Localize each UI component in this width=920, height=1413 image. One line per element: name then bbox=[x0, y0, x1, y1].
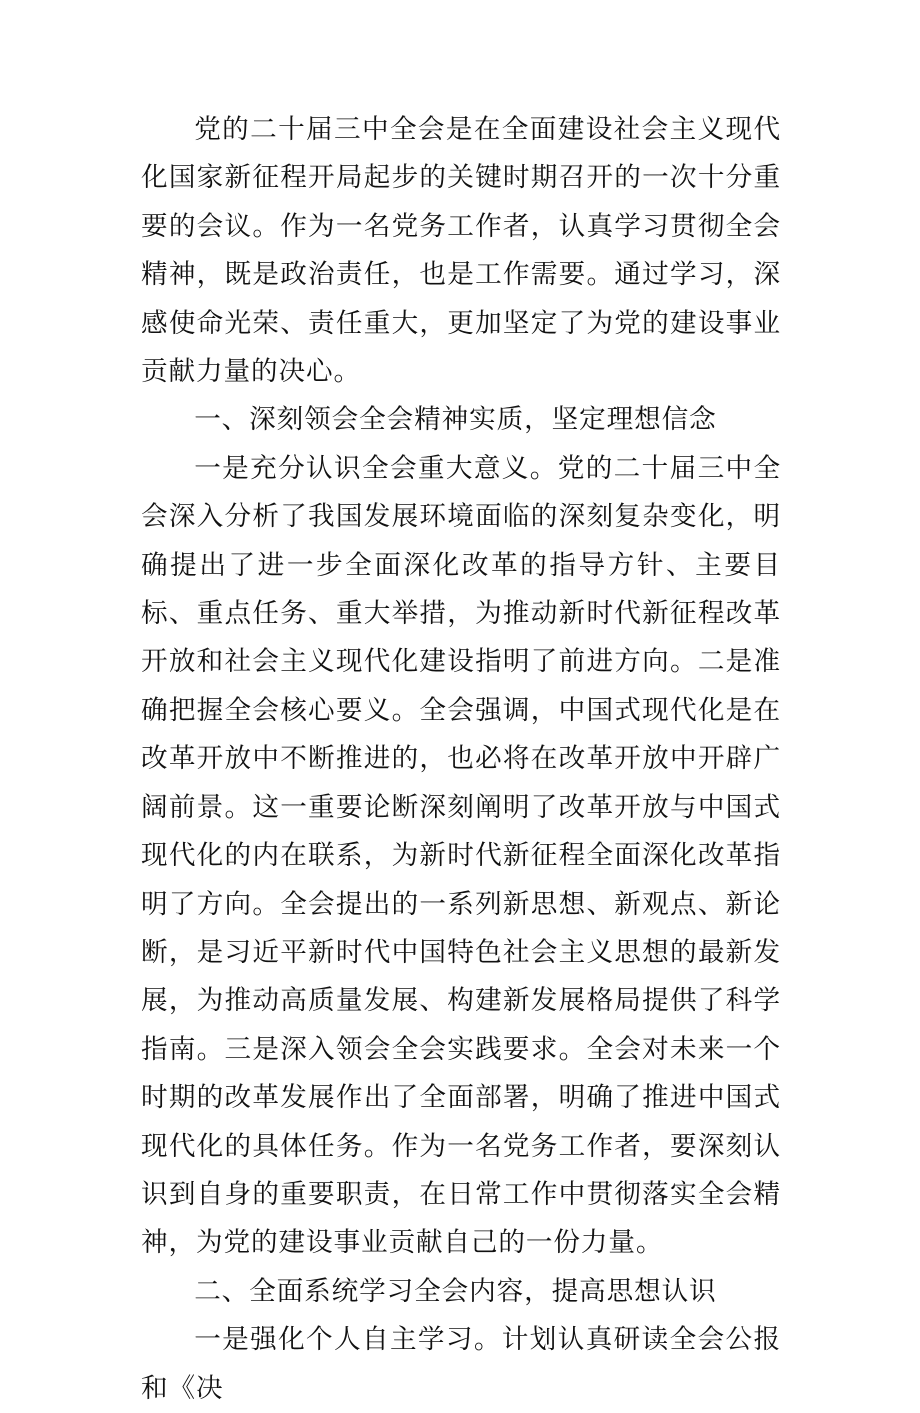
section-2-paragraph: 一是强化个人自主学习。计划认真研读全会公报和《决 bbox=[141, 1324, 781, 1404]
section-heading-1: 一、深刻领会全会精神实质，坚定理想信念 bbox=[194, 404, 717, 436]
document-body bbox=[141, 106, 781, 1413]
intro-paragraph: 党的二十届三中全会是在全面建设社会主义现代化国家新征程开局起步的关键时期召开的一次十分重要的会议。作为一名党务工作者，认真学习贯彻全会精神，既是政治责任，也是工作需要。通过学习，深感使命光荣、责任重大，更加坚定了为党的建设事业贡献力量的决心。 bbox=[141, 114, 781, 388]
section-1-paragraph: 一是充分认识全会重大意义。党的二十届三中全会深入分析了我国发展环境面临的深刻复杂变化，明确提出了进一步全面深化改革的指导方针、主要目标、重点任务、重大举措，为推动新时代新征程改革开放和社会主义现代化建设指明了前进方向。二是准确把握全会核心要义。全会强调，中国式现代化是在改革开放中不断推进的，也必将在改革开放中开辟广阔前景。这一重要论断深刻阐明了改革开放与中国式现代化的内在联系，为新时代新征程全面深化改革指明了方向。全会提出的一系列新思想、新观点、新论断，是习近平新时代中国特色社会主义思想的最新发展，为推动高质量发展、构建新发展格局提供了科学指南。三是深入领会全会实践要求。全会对未来一个时期的改革发展作出了全面部署，明确了推进中国式现代化的具体任务。作为一名党务工作者，要深刻认识到自身的重要职责，在日常工作中贯彻落实全会精神，为党的建设事业贡献自己的一份力量。 bbox=[141, 452, 781, 1259]
section-heading-2: 二、全面系统学习全会内容，提高思想认识 bbox=[194, 1275, 717, 1307]
